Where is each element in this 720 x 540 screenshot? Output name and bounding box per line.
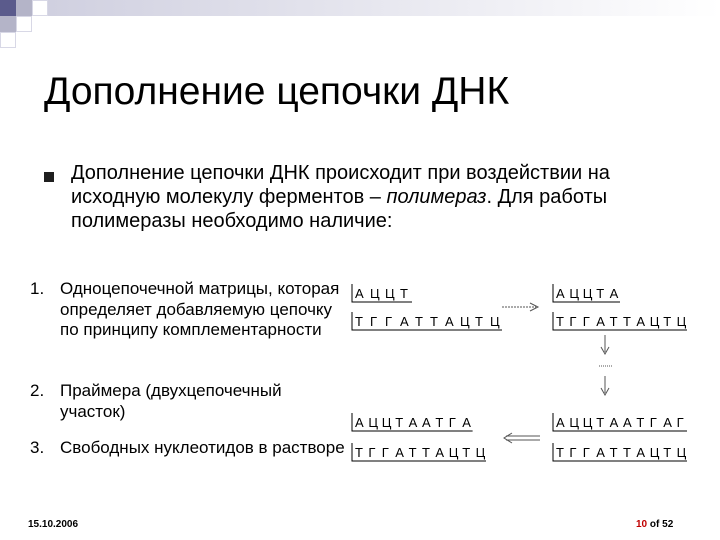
page-total: 52	[662, 519, 674, 530]
template-nucleotide: А	[636, 314, 646, 329]
footer-date: 15.10.2006	[28, 519, 79, 530]
template-nucleotide: Т	[475, 314, 483, 329]
template-nucleotide: Г	[582, 314, 590, 329]
list-item-text: Праймера (двухцепочечный участок)	[60, 381, 282, 421]
template-nucleotide: Ц	[490, 314, 500, 329]
list-item-text: Свободных нуклеотидов в растворе	[60, 438, 345, 457]
template-nucleotide: Ц	[676, 445, 687, 460]
template-nucleotide: Г	[370, 314, 378, 329]
primer-nucleotide: Т	[400, 286, 408, 301]
template-nucleotide: А	[596, 445, 605, 460]
primer-nucleotide: А	[355, 415, 364, 430]
template-nucleotide: Ц	[649, 445, 660, 460]
primer-nucleotide: Г	[649, 415, 657, 430]
template-nucleotide: Т	[556, 314, 564, 329]
template-nucleotide: Т	[609, 445, 618, 460]
template-nucleotide: Г	[385, 314, 393, 329]
template-nucleotide: Т	[623, 445, 631, 460]
template-nucleotide: А	[435, 445, 445, 460]
primer-nucleotide: А	[355, 286, 364, 301]
primer-nucleotide: А	[609, 286, 619, 301]
template-nucleotide: А	[395, 445, 404, 460]
primer-nucleotide: А	[556, 286, 565, 301]
list-item-number: 1.	[30, 279, 45, 298]
template-nucleotide: Г	[569, 314, 577, 329]
template-nucleotide: Ц	[448, 445, 459, 460]
template-nucleotide: Т	[430, 314, 438, 329]
primer-nucleotide: А	[408, 415, 418, 430]
primer-nucleotide: Г	[448, 415, 456, 430]
list-item-number: 2.	[30, 381, 45, 400]
template-nucleotide: Т	[408, 445, 417, 460]
arrow-down	[599, 335, 613, 395]
primer-nucleotide: Ц	[569, 415, 580, 430]
bullet-text-emphasis: полимераз	[386, 186, 487, 208]
template-nucleotide: А	[636, 445, 646, 460]
primer-nucleotide: Ц	[368, 415, 379, 430]
list-item-text: Одноцепочечной матрицы, которая определяет добавляемую цепочку по принципу комплементарности	[60, 279, 340, 339]
template-nucleotide: А	[445, 314, 454, 329]
primer-nucleotide: Ц	[582, 415, 593, 430]
slide-title: Дополнение цепочки ДНК	[44, 70, 510, 113]
template-nucleotide: Т	[355, 445, 363, 460]
template-nucleotide: Т	[422, 445, 430, 460]
template-nucleotide: Г	[582, 445, 590, 460]
dna-panel-step4	[553, 413, 687, 461]
template-nucleotide: Т	[556, 445, 564, 460]
template-nucleotide: Г	[569, 445, 577, 460]
primer-nucleotide: Т	[636, 415, 645, 430]
page-of: of	[649, 519, 660, 530]
primer-nucleotide: Ц	[370, 286, 380, 301]
primer-nucleotide: А	[422, 415, 431, 430]
template-nucleotide: Ц	[676, 314, 687, 329]
template-nucleotide: Т	[462, 445, 471, 460]
primer-nucleotide: Т	[435, 415, 444, 430]
primer-nucleotide: Ц	[385, 286, 395, 301]
template-nucleotide: Ц	[475, 445, 486, 460]
primer-nucleotide: Т	[395, 415, 404, 430]
bullet-text-part: Дополнение цепочки ДНК происходит при воздействии на исходную молекулу ферментов –	[71, 162, 610, 208]
template-nucleotide: Т	[415, 314, 423, 329]
dna-panel-step1	[352, 284, 502, 330]
list-item-number: 3.	[30, 438, 45, 457]
primer-nucleotide: А	[609, 415, 619, 430]
template-nucleotide: Т	[663, 314, 672, 329]
template-nucleotide: Г	[381, 445, 389, 460]
bullet-text-part: . Для работы полимеразы необходимо наличие:	[71, 186, 608, 232]
dna-panel-step2	[553, 284, 687, 330]
primer-nucleotide: А	[462, 415, 471, 430]
dna-panel-step3	[352, 413, 486, 461]
primer-nucleotide: Ц	[582, 286, 593, 301]
primer-nucleotide: Т	[596, 415, 605, 430]
primer-nucleotide: А	[556, 415, 565, 430]
template-nucleotide: А	[596, 314, 605, 329]
arrow-right	[502, 303, 538, 311]
template-nucleotide: Т	[663, 445, 672, 460]
primer-nucleotide: Ц	[569, 286, 580, 301]
footer-page-number	[636, 519, 673, 530]
primer-nucleotide: Т	[596, 286, 605, 301]
template-nucleotide: Т	[355, 314, 363, 329]
template-nucleotide: Т	[609, 314, 618, 329]
primer-nucleotide: Г	[676, 415, 684, 430]
primer-nucleotide: А	[663, 415, 672, 430]
template-nucleotide: Ц	[649, 314, 660, 329]
template-nucleotide: Т	[623, 314, 631, 329]
template-nucleotide: А	[400, 314, 409, 329]
template-nucleotide: Ц	[460, 314, 470, 329]
primer-nucleotide: Ц	[381, 415, 392, 430]
arrow-left	[504, 433, 540, 443]
template-nucleotide: Г	[368, 445, 376, 460]
primer-nucleotide: А	[623, 415, 632, 430]
page-current: 10	[636, 519, 648, 530]
